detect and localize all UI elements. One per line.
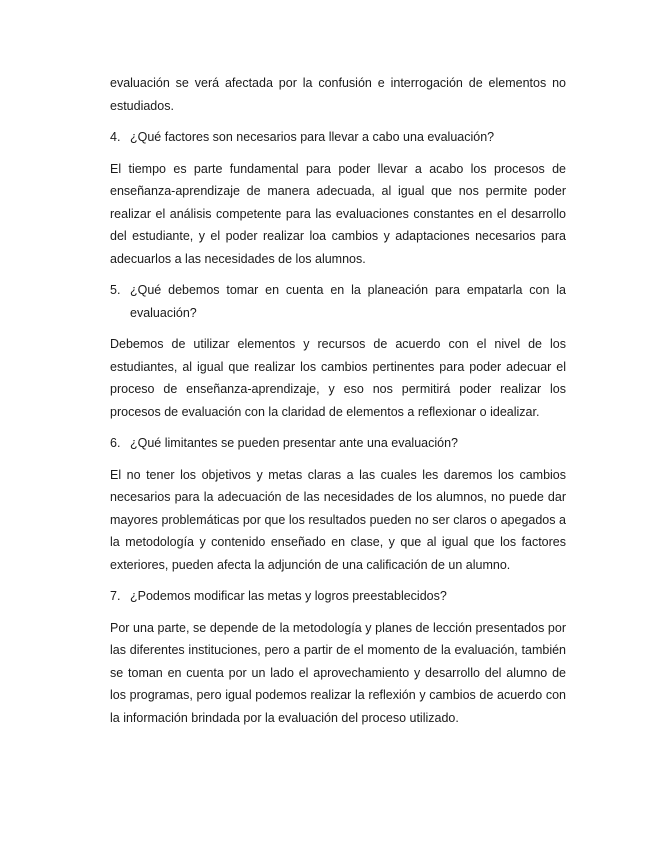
answer-4: El tiempo es parte fundamental para poder llevar a acabo los procesos de enseñanza-aprendizaje de manera adecuada, al igual que nos permite poder realizar el análisis competente para las evaluaciones constantes en el desarrollo del estudiante, y el poder realizar loa cambios y adaptaciones necesarios para adecuarlos a las necesidades de los alumnos. bbox=[110, 161, 566, 266]
answer-7: Por una parte, se depende de la metodología y planes de lección presentados por las diferentes instituciones, pero a partir de el momento de la evaluación, también se toman en cuenta por un lado el aprovechamiento y desarrollo del alumno de los programas, pero igual podemos realizar la reflexión y cambios de acuerdo con la información brindada por la evaluación del proceso utilizado. bbox=[110, 620, 566, 725]
answer-5: Debemos de utilizar elementos y recursos de acuerdo con el nivel de los estudiantes, al igual que realizar los cambios pertinentes para poder adecuar el proceso de enseñanza-aprendizaje, y eso nos permitirá poder realizar los procesos de evaluación con la claridad de elementos a reflexionar o idealizar. bbox=[110, 337, 566, 419]
question-number: 5. bbox=[110, 283, 121, 297]
question-number: 4. bbox=[110, 130, 121, 144]
question-6 bbox=[110, 432, 566, 455]
question-number: 7. bbox=[110, 589, 121, 603]
question-4 bbox=[110, 126, 566, 149]
document-page bbox=[110, 72, 566, 738]
question-number: 6. bbox=[110, 436, 121, 450]
question-text: ¿Qué debemos tomar en cuenta en la planeación para empatarla con la evaluación? bbox=[130, 283, 566, 320]
question-7 bbox=[110, 585, 566, 608]
answer-6: El no tener los objetivos y metas claras a las cuales les daremos los cambios necesarios para la adecuación de las necesidades de los alumnos, no puede dar mayores problemáticas por que los resultados pueden no ser claros o apegados a la metodología y contenido enseñado en clase, y que al igual que los factores exteriores, pueden afecta la adjunción de una calificación de un alumno. bbox=[110, 467, 566, 572]
paragraph-continued: evaluación se verá afectada por la confusión e interrogación de elementos no estudiados. bbox=[110, 76, 566, 113]
question-text: ¿Qué factores son necesarios para llevar a cabo una evaluación? bbox=[130, 130, 495, 144]
question-text: ¿Podemos modificar las metas y logros preestablecidos? bbox=[130, 589, 447, 603]
question-5 bbox=[110, 279, 566, 324]
question-text: ¿Qué limitantes se pueden presentar ante una evaluación? bbox=[130, 436, 458, 450]
